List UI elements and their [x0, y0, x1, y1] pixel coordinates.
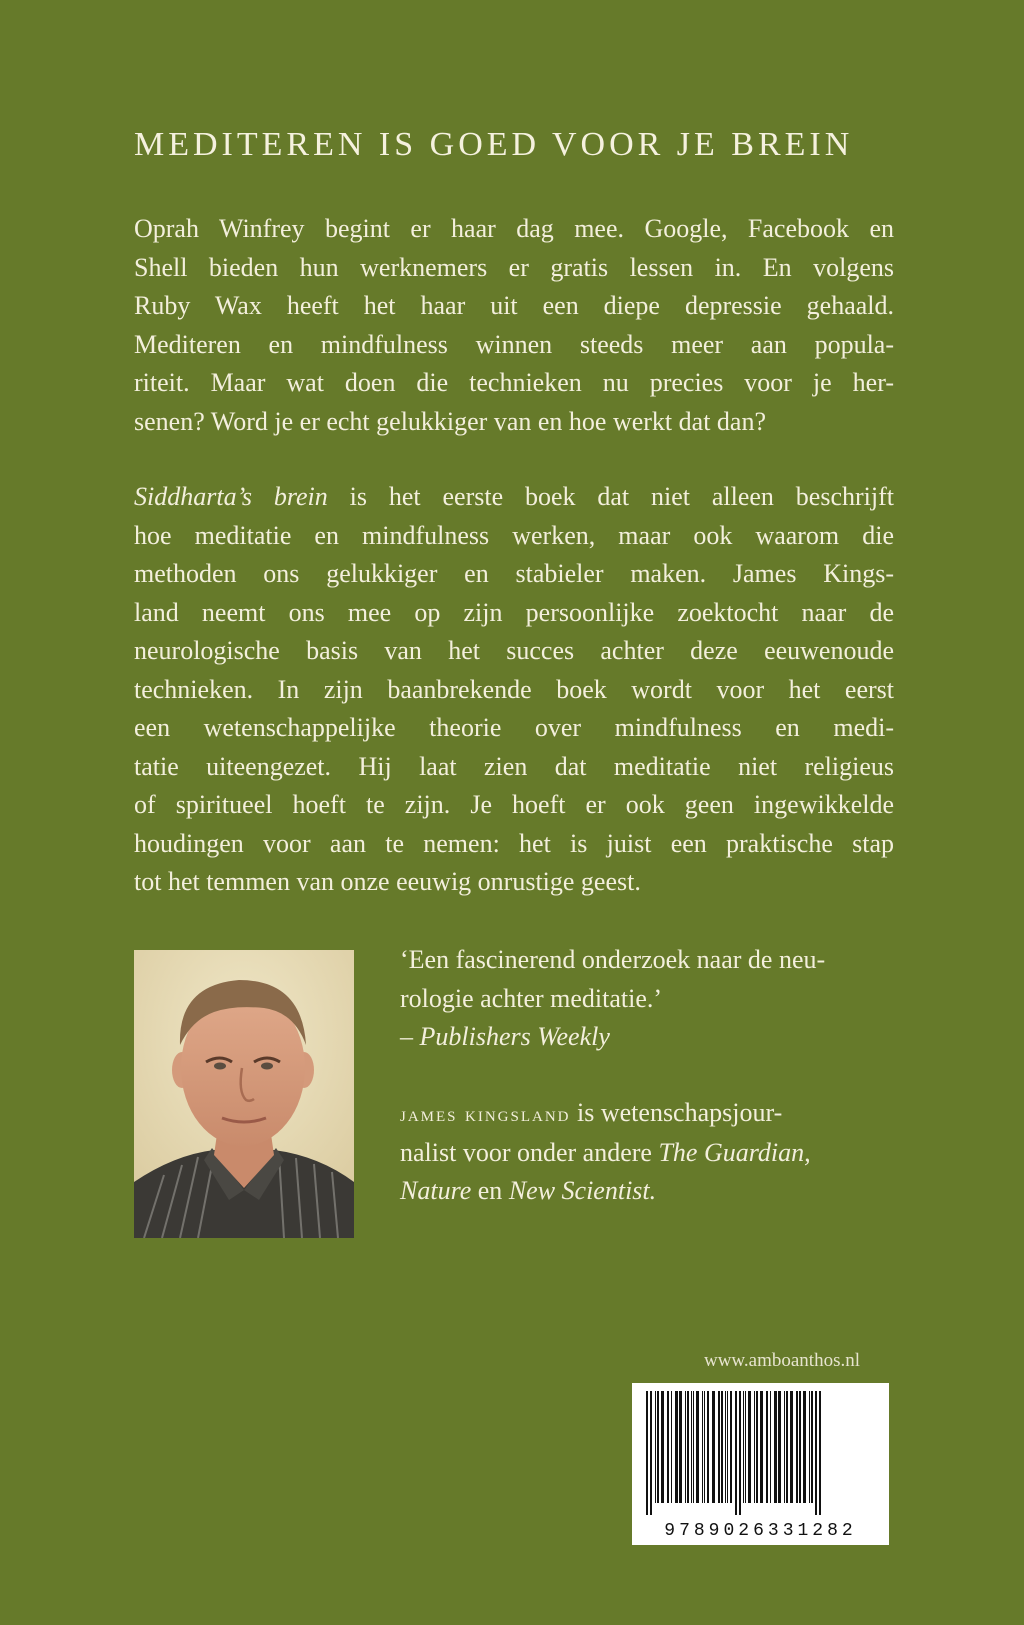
bio-text: en [471, 1176, 509, 1205]
blurb-line: houdingen voor aan te nemen: het is juist een praktische stap [134, 828, 894, 858]
back-cover-heading: MEDITEREN IS GOED VOOR JE BREIN [134, 126, 854, 163]
blurb-line: een wetenschappelijke theorie over mindfulness en medi- [134, 713, 894, 742]
blurb-line: Oprah Winfrey begint er haar dag mee. Google, Facebook en [134, 214, 894, 243]
blurb-line: of spiritueel hoeft te zijn. Je hoeft er ook geen ingewikkelde [134, 790, 894, 819]
blurb-line: land neemt ons mee op zijn persoonlijke zoektocht naar de [134, 597, 894, 627]
author-bio [400, 1094, 892, 1211]
blurb-line: Shell bieden hun werknemers er gratis lessen in. En volgens [134, 252, 894, 282]
isbn-number: 9789026331282 [664, 1521, 857, 1541]
blurb-text: is het eerste boek dat niet alleen beschrijft [327, 482, 894, 511]
author-name: james kingsland [400, 1101, 571, 1126]
blurb-line: senen? Word je er echt gelukkiger van en hoe werkt dat dan? [134, 406, 766, 436]
blurb-line [134, 478, 894, 517]
blurb-line: neurologische basis van het succes achter deze eeuwenoude [134, 636, 894, 665]
quote-line: rologie achter meditatie.’ [400, 983, 663, 1013]
blurb-line: technieken. In zijn baanbrekende boek wordt voor het eerst [134, 674, 894, 704]
blurb-line: tatie uiteengezet. Hij laat zien dat meditatie niet religieus [134, 751, 894, 781]
blurb-paragraph-2 [134, 478, 894, 902]
barcode [632, 1383, 889, 1545]
quote-dash: – [400, 1022, 420, 1051]
quote-attribution [400, 1018, 892, 1057]
bio-line [400, 1094, 892, 1134]
bio-text: is wetenschapsjour- [570, 1098, 783, 1127]
blurb-line: methoden ons gelukkiger en stabieler maken. James Kings- [134, 559, 894, 588]
blurb-paragraph-1 [134, 210, 894, 441]
bio-text: nalist voor onder andere [400, 1137, 659, 1167]
blurb-line: Mediteren en mindfulness winnen steeds meer aan popula- [134, 329, 894, 359]
bio-line [400, 1172, 892, 1211]
publication-name: The Guardian, [658, 1137, 811, 1167]
blurb-line: Ruby Wax heeft het haar uit een diepe depressie gehaald. [134, 291, 894, 320]
quote-source: Publishers Weekly [419, 1022, 610, 1051]
publisher-url: www.amboanthos.nl [703, 1350, 860, 1371]
bio-line [400, 1134, 892, 1173]
quote-line: ‘Een fascinerend onderzoek naar de neu- [400, 945, 826, 974]
author-portrait-image [134, 950, 354, 1238]
review-quote [400, 941, 892, 1057]
author-photo [134, 950, 354, 1238]
blurb-line: riteit. Maar wat doen die technieken nu precies voor je her- [134, 368, 894, 397]
blurb-line: hoe meditatie en mindfulness werken, maar ook waarom die [134, 520, 894, 550]
publication-name: Nature [400, 1176, 472, 1205]
publication-name: New Scientist. [508, 1176, 657, 1205]
blurb-line: tot het temmen van onze eeuwig onrustige geest. [134, 867, 641, 896]
book-title: Siddharta’s brein [134, 482, 328, 511]
